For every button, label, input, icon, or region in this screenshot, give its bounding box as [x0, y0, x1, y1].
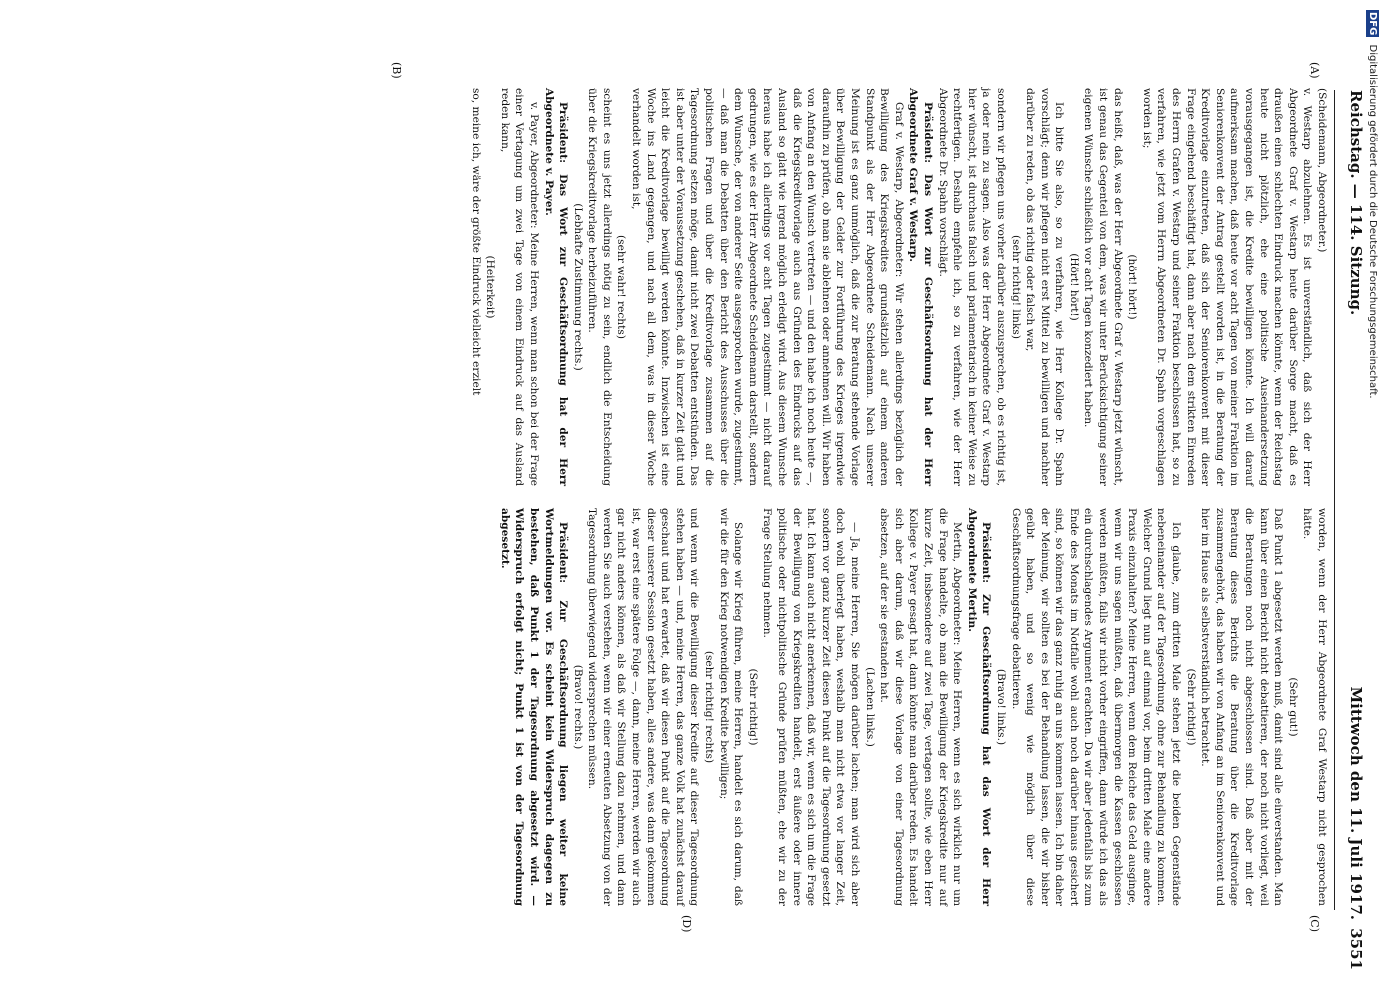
margin-mark-b: (B) [390, 62, 403, 79]
header-left: Reichstag. — 114. Sitzung. [1347, 90, 1365, 316]
col2-paragraph: Solange wir Krieg führen, meine Herren, handelt es sich darum, daß wir die für den Krieg notwendigen Kredite bewilligen; [717, 508, 745, 906]
col1-paragraph: (Heiterkeit) [484, 255, 497, 319]
text-column-2 [9, 508, 1329, 906]
col2-paragraph: Ich glaube, zum dritten Male stehen jetzt die beiden Gegenstände nebeneinander auf der Tagesordnung, ohne zur Behandlung zu kommen. Welcher Grund liegt nun auf einmal vor, beim dritten Male eine andere Praxis einzuhalten? Meine Herren, wenn dem Reiche das Geld ausginge, wenn wir uns sagen müßten, daß übermorgen die Kassen geschlossen werden müßten, falls wir nicht vorher eingriffen, dann würde ich das als ein durchschlagendes Argument erachten. Da wir aber jedenfalls bis zum Ende des Monats im Notfalle wohl auch noch darüber hinaus gesichert sind, so können wir das ganz ruhig an uns kommen lassen. Ich bin daher der Meinung, wir sollten es bei der Behandlung lassen, die wir bisher geübt haben, und so wenig wie möglich über diese Geschäftsordnungsfrage debattieren. [1009, 508, 1183, 906]
col1-paragraph: (sehr wahr! rechts) [615, 235, 628, 339]
col2-paragraph: (Sehr gut!) [1286, 677, 1299, 737]
col1-paragraph: (Lebhafte Zustimmung rechts.) [571, 203, 584, 371]
col2-paragraph: (Bravo! rechts.) [571, 664, 584, 750]
col1-paragraph: Präsident: Das Wort zur Geschäftsordnung hat der Herr Abgeordnete v. Payer. [542, 88, 570, 486]
header-right: Mittwoch den 11. Juli 1917. [1347, 686, 1365, 920]
col1-paragraph: scheint es uns jetzt allerdings nötig zu sein, endlich die Entscheidung über die Kriegskreditvorlage herbeizuführen. [586, 88, 613, 486]
col2-paragraph: — Ja, meine Herren, Sie mögen darüber lachen; man wird sich aber doch wohl überlegt haben, weshalb man nicht etwa vor langer Zeit, sondern vor ganz kurzer Zeit diesen Punkt auf die Tagesordnung gesetzt hat. Ich kann auch nicht anerkennen, daß wir, wenn es sich um die Frage der Bewilligung von Kriegskrediten handelt, erst äußere oder innere politische oder nichtpolitische Gründe prüfen müßten, ehe wir zu der Frage Stellung nehmen. [761, 508, 861, 906]
col1-paragraph: v. Westarp abzulehnen. Es ist unverständlich, daß sich der Herr Abgeordnete Graf v. Westarp heute darüber Sorge macht, daß es draußen einen schlechten Eindruck machen könnte, wenn der Reichstag heute nicht plötzlich, ehe eine politische Auseinandersetzung vorausgegangen ist, die Kredite bewilligen könnte. Ich will darauf aufmerksam machen, daß heute vor acht Tagen von meiner Fraktion im Seniorenkonvent der Antrag gestellt worden ist, in die Beratung der Kreditvorlage einzutreten, daß sich der Seniorenkonvent mit dieser Frage eingehend beschäftigt hat, dann aber nach dem strikten Einreden des Herrn Grafen v. Westarp und seiner Fraktion beschlossen hat, so zu verfahren, wie jetzt vom Herrn Abgeordneten Dr. Spahn vorgeschlagen worden ist; [1140, 88, 1314, 486]
header-rule [1334, 90, 1335, 910]
text-column-1 [9, 88, 1329, 486]
margin-mark-a: (A) [1308, 62, 1321, 79]
col2-paragraph: Präsident: Zur Geschäftsordnung liegen weiter keine Wortmeldungen vor. Es scheint kein Widerspruch dagegen zu bestehen, daß Punkt 1 der Tagesordnung abgesetzt wird. — Widerspruch erfolgt nicht; Punkt 1 ist von der Tagesordnung abgesetzt. [498, 508, 570, 906]
col1-paragraph: Präsident: Das Wort zur Geschäftsordnung hat der Herr Abgeordnete Graf v. Westarp. [907, 88, 934, 486]
page-number: 3551 [1347, 928, 1365, 970]
col1-paragraph: Graf v. Westarp, Abgeordneter: Wir stehen allerdings bezüglich der Bewilligung des Kriegskredites grundsätzlich auf einem anderen Standpunkt als der Herr Abgeordnete Scheidemann. Nach unserer Meinung ist es ganz unmöglich, daß die zur Beratung stehende Vorlage über Bewilligung der Gelder zur Fortführung des Krieges irgendwie daraufhin zu prüfen, ob man sie ablehnen oder annehmen will. Wir haben von Anfang an den Wunsch vertreten — und den habe ich noch heute —, daß die Kriegskreditvorlage auch aus Gründen des Eindrucks auf das Ausland so glatt wie irgend möglich erledigt wird. Aus diesem Wunsche heraus habe ich allerdings vor acht Tagen zugestimmt — nicht darauf gedrungen, wie es der Herr Abgeordnete Scheidemann darstellt, sondern dem Wunsche, der von anderer Seite ausgesprochen wurde, zugestimmt, — daß man die Debatten über den Bericht des Ausschusses über die politischen Fragen und über die Kreditvorlage zusammen auf die Tagesordnung setzen möge, damit nicht zwei Debatten entstünden. Das ist aber unter der Voraussetzung geschehen, daß in kurzer Zeit glatt und leicht die Kreditvorlage bewilligt werden könnte. Inzwischen ist eine Woche ins Land gegangen, und nach all dem, was in dieser Woche verhandelt worden ist, [630, 88, 905, 486]
dfg-sidebar [1366, 10, 1379, 399]
col1-paragraph: das heißt, daß, was der Herr Abgeordnete Graf v. Westarp jetzt wünscht, ist genau das Gegenteil von dem, was wir unter Berücksichtigung seiner eigenen Wünsche schließlich vor acht Tagen konzediert haben. [1082, 88, 1124, 486]
col2-paragraph: worden, wenn der Herr Abgeordnete Graf Westarp nicht gesprochen hätte. [1301, 508, 1328, 906]
col2-paragraph: (Bravo! links.) [994, 668, 1007, 746]
col1-paragraph: v. Payer, Abgeordneter: Meine Herren, wenn man schon bei der Frage einer Vertagung um zwei Tage von einem Eindruck auf das Ausland reden kann, [498, 88, 540, 486]
col1-paragraph: (hört! hört!) [1126, 254, 1139, 320]
dfg-logo: DFG [1367, 12, 1378, 36]
margin-mark-c: (C) [1308, 915, 1321, 932]
col1-paragraph: so, meine ich, wäre der größte Eindruck vielleicht erzielt [469, 88, 482, 396]
col2-paragraph: und wenn wir die Bewilligung dieser Kredite auf dieser Tagesordnung stehen haben — und, meine Herren, das ganze Volk hat zunächst darauf geschaut und hat erwartet, daß wir diesen Punkt auf die Tagesordnung dieser unserer Session gesetzt haben, alles andere, was dann gekommen ist, war erst eine spätere Folge —, dann, meine Herren, werden wir auch gar nicht anders können, als daß wir Stellung dazu nehmen, und dann werden Sie auch verstehen, wenn wir einer erneuten Absetzung von der Tagesordnung überwiegend widersprechen müssen. [586, 508, 701, 906]
col2-paragraph: (Sehr richtig!) [1184, 668, 1197, 746]
col1-paragraph: Ich bitte Sie also, so zu verfahren, wie Herr Kollege Dr. Spahn vorschlägt; denn wir pflegen nicht erst Mittel zu bewilligen und nachher darüber zu reden, ob das richtig oder falsch war, [1024, 88, 1066, 486]
col1-paragraph: (Hört! hört!) [1067, 253, 1080, 321]
col2-paragraph: Daß Punkt 1 abgesetzt werden muß, damit sind alle einverstanden. Man kann über einen Bericht nicht debattieren, der noch nicht vorliegt, weil die Beratungen noch nicht abgeschlossen sind. Daß aber mit der Beratung dieses Berichts die Beratung über die Kreditvorlage zusammengehört, das haben wir von Anfang an im Seniorenkonvent und hier im Hause als selbstverständlich betrachtet. [1199, 508, 1285, 906]
col1-paragraph: (sehr richtig! links) [1009, 235, 1022, 339]
col2-paragraph: (sehr richtig! rechts) [703, 650, 716, 764]
col2-paragraph: (Sehr richtig!) [746, 668, 759, 746]
margin-mark-d: (D) [680, 915, 693, 933]
col1-paragraph: (Scheidemann, Abgeordneter.) [1316, 88, 1328, 253]
col2-paragraph: (Lachen links.) [863, 667, 876, 747]
col2-paragraph: Mertin, Abgeordneter: Meine Herren, wenn es sich wirklich nur um die Frage handelte, ob man die Bewilligung der Kriegskredite nur auf kurze Zeit, insbesondere auf zwei Tage, vertagen sollte, wie eben Herr Kollege v. Payer gesagt hat, dann könnte man darüber reden. Es handelt sich aber darum, daß wir diese Vorlage von einer Tagesordnung absetzen, auf der sie gestanden hat. [878, 508, 964, 906]
col2-paragraph: Präsident: Zur Geschäftsordnung hat das Wort der Herr Abgeordnete Mertin. [965, 508, 993, 906]
dfg-credit: Digitalisierung gefördert durch die Deutsche Forschungsgemeinschaft. [1367, 44, 1378, 399]
col1-paragraph: sondern wir pflegen uns vorher darüber auszusprechen, ob es richtig ist, ja oder nein zu sagen. Also was der Herr Abgeordnete Graf v. Westarp hier wünscht, ist durchaus falsch und parlamentarisch in keiner Weise zu rechtfertigen. Deshalb empfehle ich, so zu verfahren, wie der Herr Abgeordnete Dr. Spahn vorschlägt. [936, 88, 1007, 486]
